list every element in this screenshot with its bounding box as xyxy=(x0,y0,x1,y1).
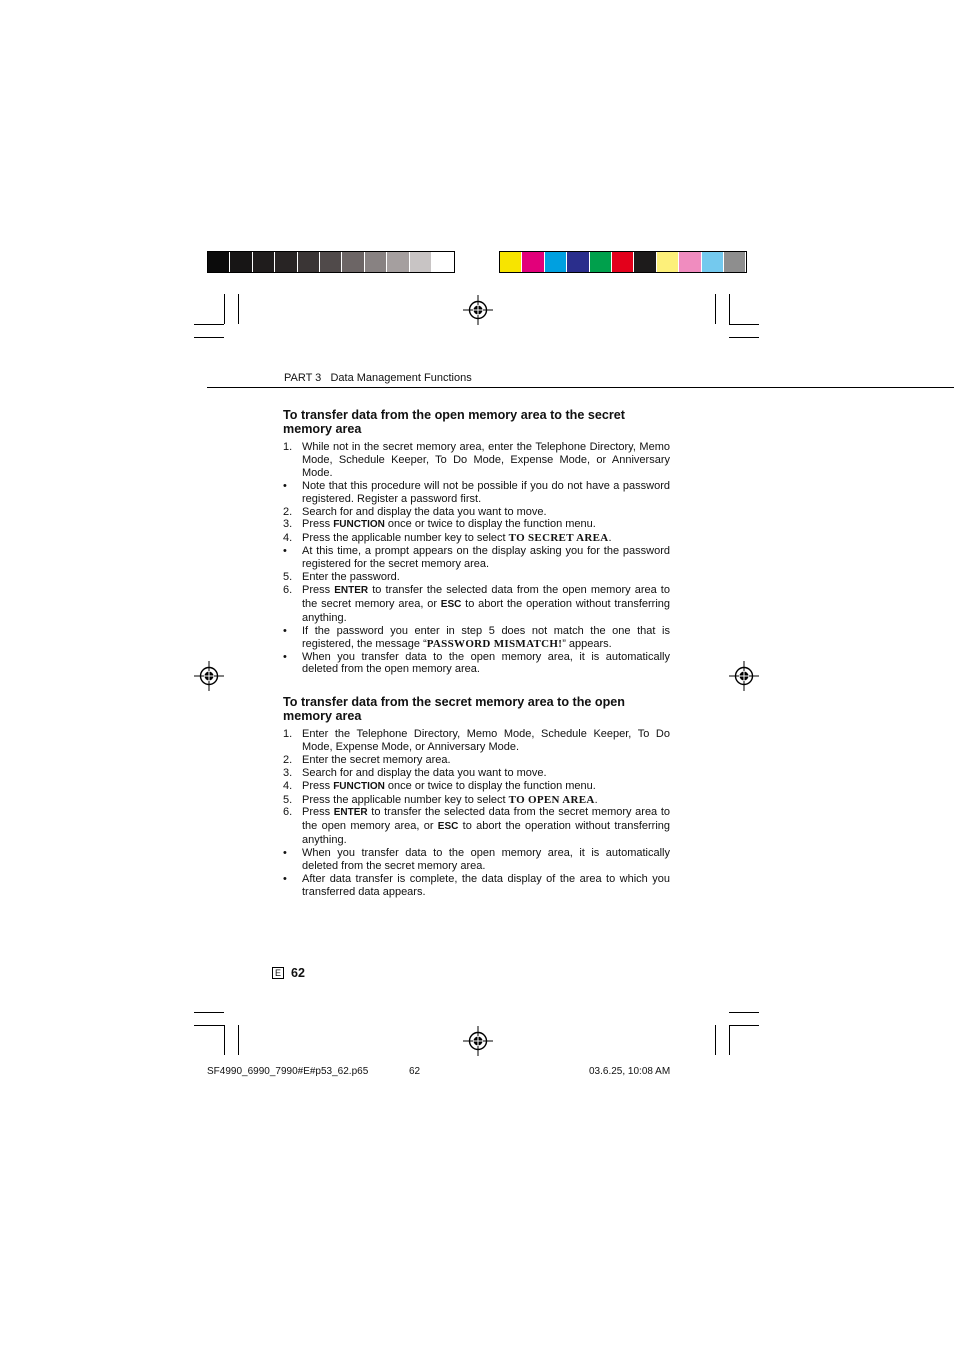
color-swatch xyxy=(702,252,724,272)
key-name: FUNCTION xyxy=(333,780,385,792)
step-text: Enter the Telephone Directory, Memo Mode, Schedule Keeper, To Do Mode, Expense Mode, or Anniversary Mode. xyxy=(302,728,670,753)
step-marker: 1. xyxy=(283,728,293,740)
crop-mark xyxy=(729,337,759,338)
step-text: . xyxy=(608,532,612,545)
step-item xyxy=(283,767,670,780)
step-marker: • xyxy=(283,650,287,663)
color-swatch xyxy=(612,252,634,272)
step-text: After data transfer is complete, the data display of the area to which you transferred data appears. xyxy=(302,872,670,898)
color-swatch xyxy=(567,252,589,272)
note-item xyxy=(283,480,670,506)
crop-mark xyxy=(194,324,224,325)
footer-page: 62 xyxy=(409,1066,421,1077)
step-marker: 3. xyxy=(283,518,293,531)
step-text: While not in the secret memory area, enter the Telephone Directory, Memo Mode, Schedule Keeper, To Do Mode, Expense Mode, or Anniversary Mode. xyxy=(302,441,670,479)
step-text: When you transfer data to the open memory area, it is automatically deleted from the secret memory area. xyxy=(302,847,670,873)
crop-mark xyxy=(224,294,225,324)
note-item xyxy=(283,625,670,651)
footer-timestamp: 03.6.25, 10:08 AM xyxy=(589,1066,671,1077)
crop-mark xyxy=(224,1025,225,1055)
step-marker: • xyxy=(283,479,287,492)
step-text: Search for and display the data you want to move. xyxy=(302,766,547,779)
step-item xyxy=(283,754,670,767)
step-text: At this time, a prompt appears on the display asking you for the password registered for the secret memory area. xyxy=(302,545,670,571)
color-swatch xyxy=(590,252,612,272)
color-swatch xyxy=(679,252,701,272)
crop-mark xyxy=(715,1025,716,1055)
crop-mark xyxy=(238,1025,239,1055)
step-item xyxy=(283,518,670,532)
step-marker: 2. xyxy=(283,505,293,518)
step-text: If the password you enter in step 5 does not match the one that is registered, the message “ xyxy=(302,624,670,650)
step-marker: 4. xyxy=(283,532,293,545)
registration-mark-icon xyxy=(729,661,759,691)
step-item xyxy=(283,584,670,625)
registration-mark-icon xyxy=(194,661,224,691)
instruction-list xyxy=(283,728,670,899)
step-text: Press the applicable number key to select xyxy=(302,532,509,545)
step-marker: 4. xyxy=(283,779,293,792)
header-rule xyxy=(207,387,954,388)
crop-mark xyxy=(729,1025,730,1055)
color-swatch xyxy=(208,252,230,272)
registration-mark-icon xyxy=(463,295,493,325)
step-text: ” appears. xyxy=(562,637,612,650)
step-item xyxy=(283,441,670,480)
color-swatch xyxy=(365,252,387,272)
note-item xyxy=(283,847,670,873)
section-title: To transfer data from the open memory area to the secret memory area xyxy=(283,408,625,436)
step-text: to transfer the selected data from the secret memory area to the open memory area, or xyxy=(302,806,670,833)
crop-mark xyxy=(194,1025,224,1026)
color-swatch xyxy=(298,252,320,272)
step-text: Press the applicable number key to select xyxy=(302,793,509,806)
note-item xyxy=(283,651,670,677)
step-marker: 5. xyxy=(283,571,293,584)
step-text: Press xyxy=(302,583,335,596)
step-marker: • xyxy=(283,847,287,860)
key-name: ESC xyxy=(437,821,459,833)
display-text: TO OPEN AREA xyxy=(508,793,595,806)
step-text: When you transfer data to the open memory area, it is automatically deleted from the open memory area. xyxy=(302,650,670,676)
step-marker: • xyxy=(283,872,287,885)
step-marker: 2. xyxy=(283,753,293,766)
step-marker: 3. xyxy=(283,766,293,779)
step-item xyxy=(283,571,670,584)
display-text: TO SECRET AREA xyxy=(508,532,609,545)
color-swatch xyxy=(410,252,432,272)
step-marker: 6. xyxy=(283,806,293,819)
crop-mark xyxy=(729,1012,759,1013)
grayscale-bar xyxy=(207,251,455,273)
color-swatch xyxy=(387,252,409,272)
note-item xyxy=(283,873,670,899)
step-text: Note that this procedure will not be possible if you do not have a password registered. Register a password first. xyxy=(302,479,670,505)
step-item xyxy=(283,728,670,754)
header-title: Data Management Functions xyxy=(330,372,472,384)
step-marker: 6. xyxy=(283,583,293,596)
color-swatch xyxy=(253,252,275,272)
color-swatch xyxy=(522,252,544,272)
note-item xyxy=(283,545,670,571)
crop-mark xyxy=(715,294,716,324)
crop-mark xyxy=(729,1025,759,1026)
step-marker: • xyxy=(283,545,287,558)
key-name: ESC xyxy=(440,598,462,610)
section-title: To transfer data from the secret memory area to the open memory area xyxy=(283,695,625,723)
page-number: 62 xyxy=(291,966,305,980)
crop-mark xyxy=(729,324,759,325)
language-box: E xyxy=(272,967,284,979)
color-swatch xyxy=(545,252,567,272)
key-name: ENTER xyxy=(333,807,368,819)
step-text: to transfer the selected data from the open memory area to the secret memory area, or xyxy=(302,583,670,610)
step-text: to abort the operation without transferring anything. xyxy=(302,597,671,624)
step-marker: 5. xyxy=(283,793,293,806)
color-swatch xyxy=(657,252,679,272)
registration-mark-icon xyxy=(463,1026,493,1056)
color-bar xyxy=(499,251,747,273)
step-marker: 1. xyxy=(283,441,293,453)
color-swatch xyxy=(724,252,746,272)
crop-mark xyxy=(194,1012,224,1013)
color-swatch xyxy=(230,252,252,272)
part-label: PART 3 xyxy=(284,372,322,384)
color-swatch xyxy=(500,252,522,272)
step-marker: • xyxy=(283,624,287,637)
step-text: Press xyxy=(302,806,334,819)
crop-mark xyxy=(238,294,239,324)
step-text: once or twice to display the function menu. xyxy=(384,518,596,531)
crop-mark xyxy=(729,294,730,324)
step-text: once or twice to display the function menu. xyxy=(384,779,596,792)
step-item xyxy=(283,506,670,519)
color-swatch xyxy=(342,252,364,272)
step-item xyxy=(283,532,670,545)
crop-mark xyxy=(194,337,224,338)
color-swatch xyxy=(275,252,297,272)
step-item xyxy=(283,794,670,807)
step-item xyxy=(283,806,670,847)
step-text: . xyxy=(594,793,598,806)
step-item xyxy=(283,780,670,794)
key-name: ENTER xyxy=(334,584,369,596)
color-swatch xyxy=(432,252,454,272)
step-text: Enter the secret memory area. xyxy=(302,753,451,766)
footer-file: SF4990_6990_7990#E#p53_62.p65 xyxy=(207,1066,369,1077)
key-name: FUNCTION xyxy=(333,519,385,531)
step-text: Press xyxy=(302,779,334,792)
color-swatch xyxy=(320,252,342,272)
step-text: Enter the password. xyxy=(302,571,400,584)
color-swatch xyxy=(634,252,656,272)
instruction-list xyxy=(283,441,670,676)
display-text: PASSWORD MISMATCH! xyxy=(426,637,563,650)
running-header xyxy=(284,372,472,384)
step-text: Search for and display the data you want to move. xyxy=(302,505,547,518)
step-text: Press xyxy=(302,518,334,531)
step-text: to abort the operation without transferring anything. xyxy=(302,820,670,847)
